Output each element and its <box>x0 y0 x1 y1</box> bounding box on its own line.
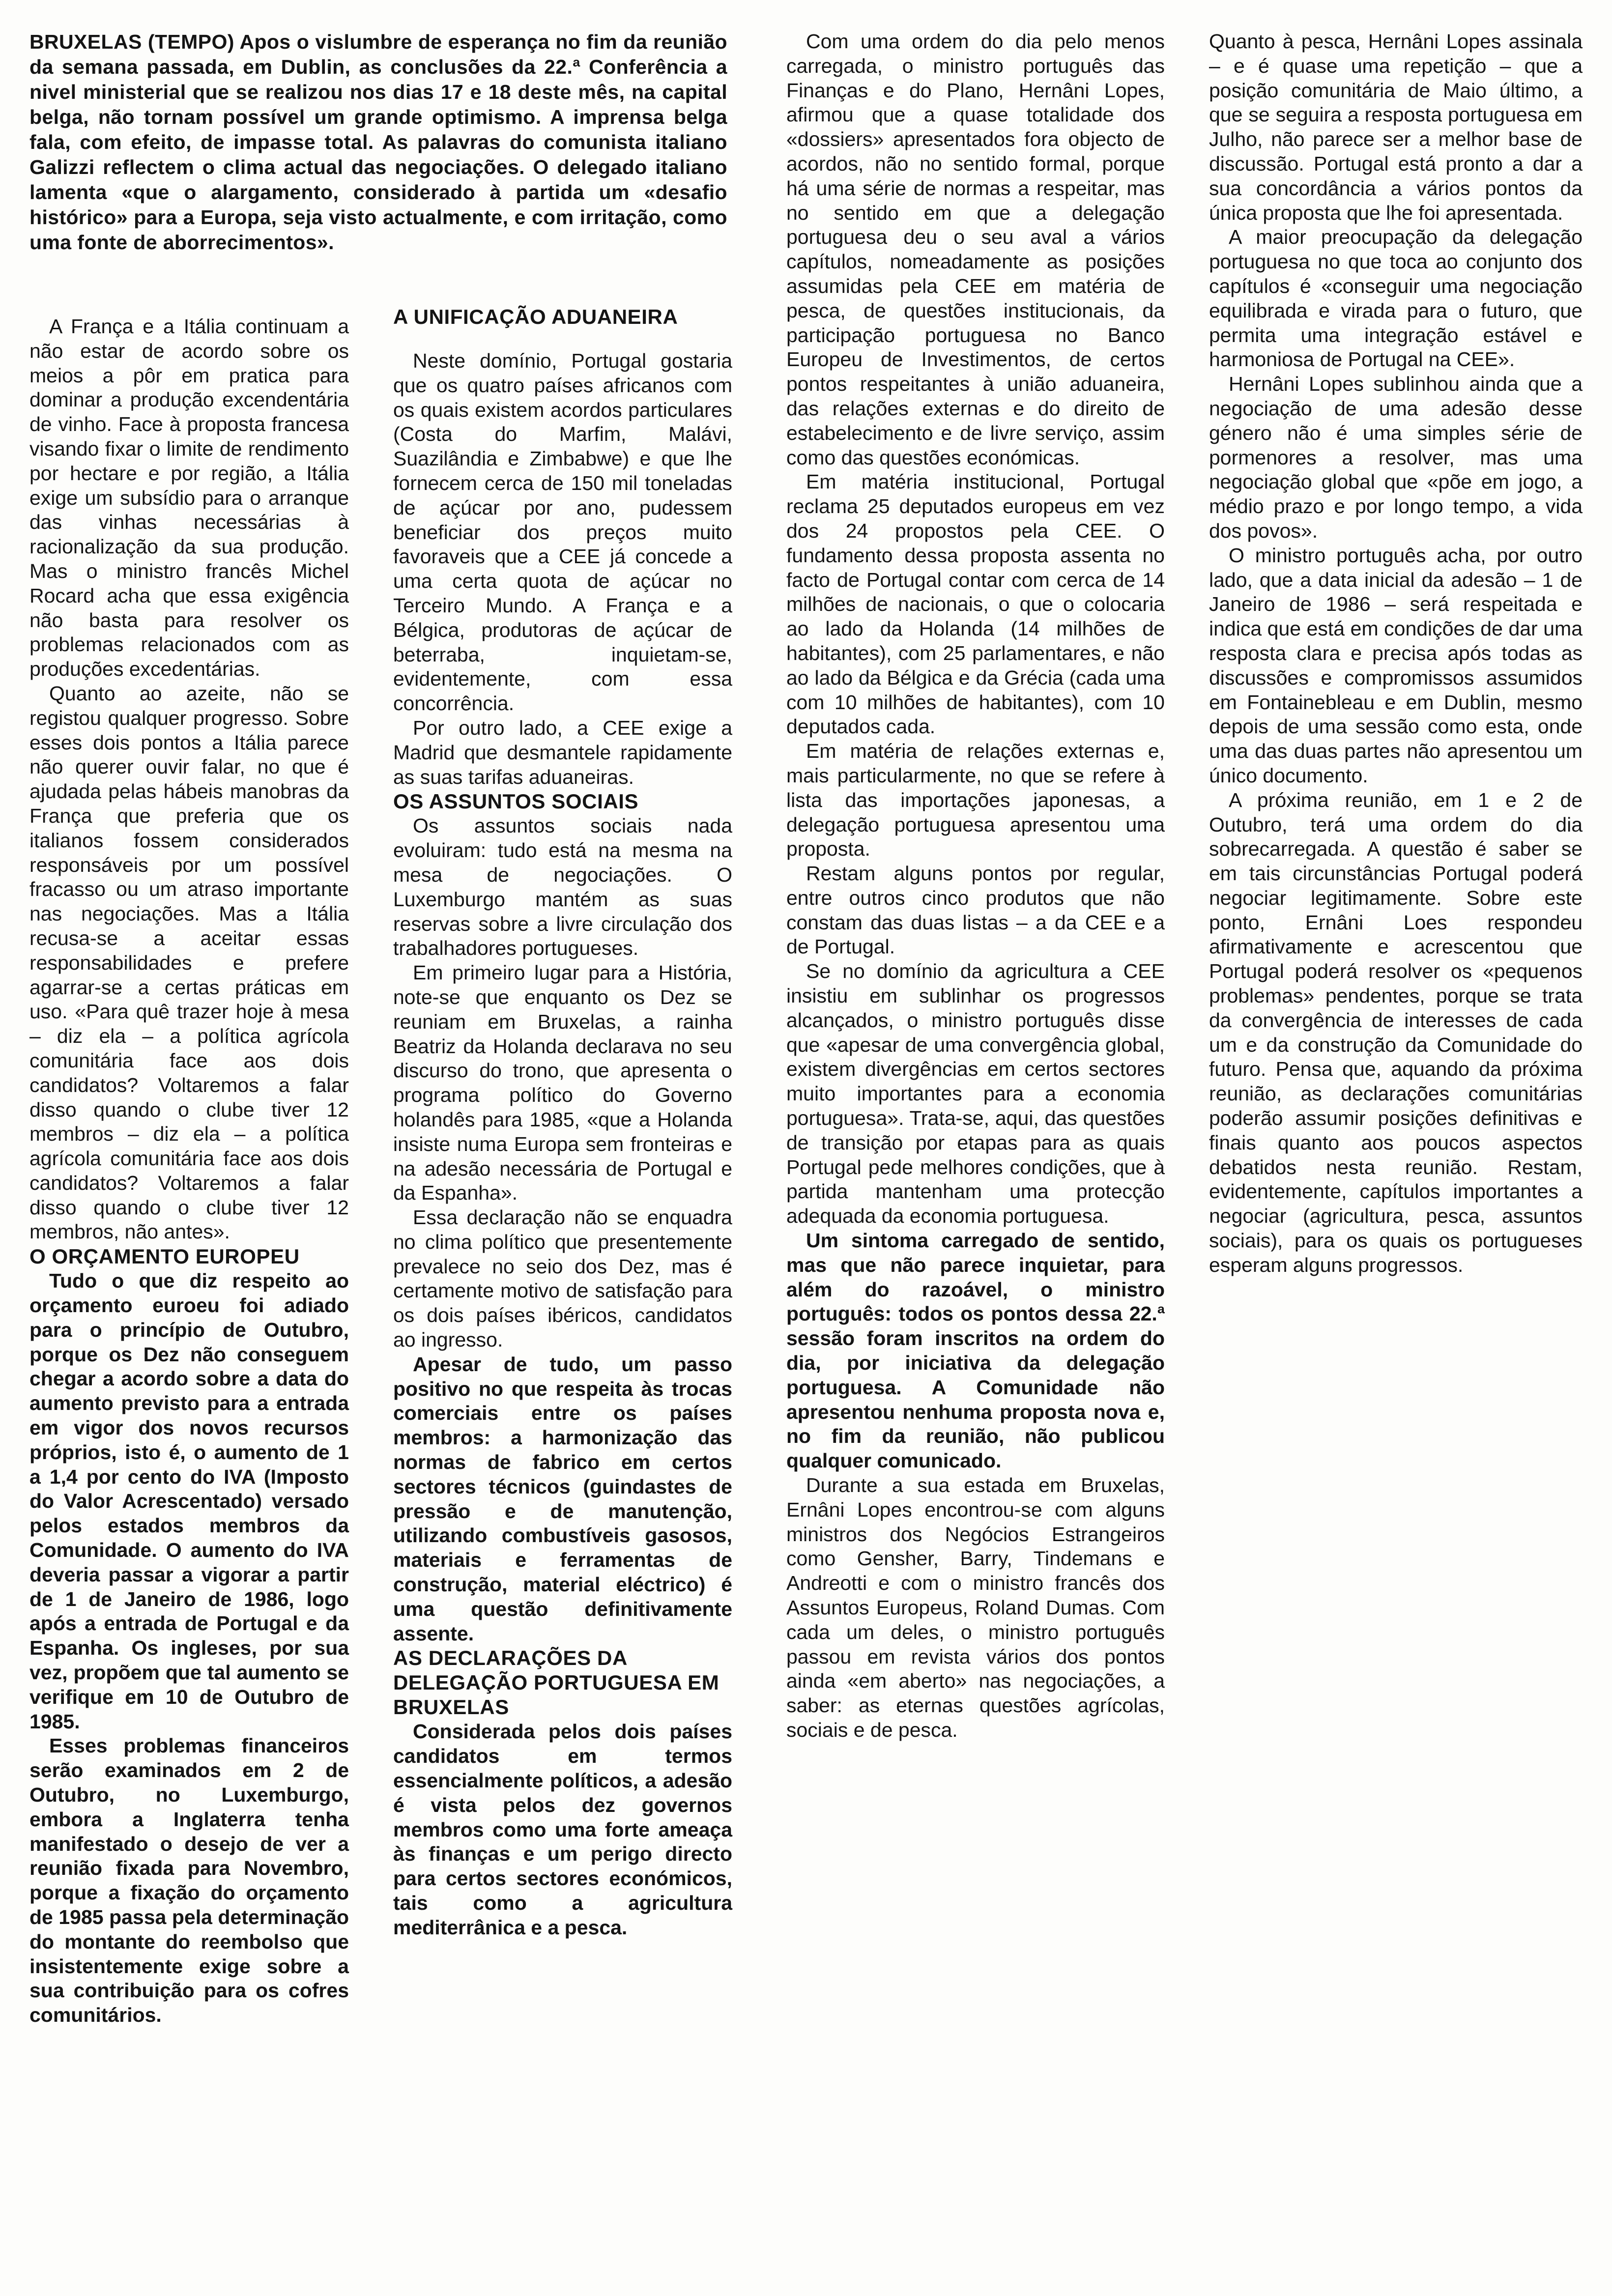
paragraph: O ministro português acha, por outro lado, que a data inicial da adesão – 1 de Janeiro de 1986 – será respeitada e indica que está em condições de dar uma resposta clara e precisa após todas as discussões e compromissos assumidos em Fontainebleau e em Dublin, mesmo depois de uma sessão como esta, onde uma das duas partes não apresentou um único documento. <box>1209 544 1583 787</box>
section-heading: AS DECLARAÇÕES DA DELEGAÇÃO PORTUGUESA EM BRUXELAS <box>393 1646 720 1719</box>
section-heading: O ORÇAMENTO EUROPEU <box>29 1245 300 1268</box>
paragraph: A França e a Itália continuam a não estar de acordo sobre os meios a pôr em pratica para dominar a produção excendentária de vinho. Face à proposta francesa visando fixar o limite de rendimento por hectare e por região, a Itália exige um subsídio para o arranque das vinhas necessárias à racionalização da sua produção. Mas o ministro francês Michel Rocard acha que essa exigência não basta para resolver os problemas relacionados com as produções excedentárias. <box>29 315 349 681</box>
column-2 <box>393 305 732 1940</box>
paragraph: Os assuntos sociais nada evoluiram: tudo está na mesma na mesa de negociações. O Luxemburgo mantém as suas reservas sobre a livre circulação dos trabalhadores portugueses. <box>393 814 732 960</box>
section-heading: OS ASSUNTOS SOCIAIS <box>393 790 639 813</box>
paragraph: Em matéria institucional, Portugal reclama 25 deputados europeus em vez dos 24 propostos pela CEE. O fundamento dessa proposta assenta no facto de Portugal contar com cerca de 14 milhões de nacionais, o que o colocaria ao lado da Holanda (14 milhões de habitantes), com 25 parlamentares, e não ao lado da Bélgica e da Grécia (cada uma com 10 milhões de habitantes), com 10 deputados cada. <box>786 470 1165 738</box>
paragraph: Neste domínio, Portugal gostaria que os quatro países africanos com os quais existem acordos particulares (Costa do Marfim, Malávi, Suazilândia e Zimbabwe) e que lhe fornecem cerca de 150 mil toneladas de açúcar por ano, pudessem beneficiar dos preços muito favoraveis que a CEE já concede a uma certa quota de açúcar no Terceiro Mundo. A França e a Bélgica, produtoras de açúcar de beterraba, inquietam-se, evidentemente, com essa concorrência. <box>393 349 732 715</box>
spacer <box>393 329 732 349</box>
column-3 <box>786 29 1165 1743</box>
paragraph: Quanto ao azeite, não se registou qualquer progresso. Sobre esses dois pontos a Itália parece não querer ouvir falar, no que é ajudada pelas hábeis manobras da França que preferia que os italianos fossem considerados responsáveis por um possível fracasso ou um atraso importante nas negociações. Mas a Itália recusa-se a aceitar essas responsabilidades e prefere agarrar-se a certas práticas em uso. «Para quê trazer hoje à mesa – diz ela – a política agrícola comunitária face aos dois candidatos? Voltaremos a falar disso quando o clube tiver 12 membros – diz ela – a política agrícola comunitária face aos dois candidatos? Voltaremos a falar disso quando o clube tiver 12 membros, não antes». <box>29 682 349 1243</box>
paragraph: A maior preocupação da delegação portuguesa no que toca ao conjunto dos capítulos é «conseguir uma negociação equilibrada e virada para o futuro, que permita uma integração estável e harmoniosa de Portugal na CEE». <box>1209 226 1583 371</box>
paragraph: Em matéria de relações externas e, mais particularmente, no que se refere à lista das importações japonesas, a delegação portuguesa apresentou uma proposta. <box>786 740 1165 861</box>
paragraph: Essa declaração não se enquadra no clima político que presentemente prevalece no seio dos Dez, mas é certamente motivo de satisfação para os dois países ibéricos, candidatos ao ingresso. <box>393 1206 732 1351</box>
paragraph: Com uma ordem do dia pelo menos carregada, o ministro português das Finanças e do Plano, Hernâni Lopes, afirmou que a quase totalidade dos «dossiers» apresentados fora objecto de acordos, não no sentido formal, porque há uma série de normas a respeitar, mas no sentido em que a delegação portuguesa deu o seu aval a vários capítulos, nomeadamente as posições assumidas pela CEE em matéria de pesca, de questões institucionais, da participação portuguesa no Banco Europeu de Investimentos, de certos pontos respeitantes à união aduaneira, das relações externas e do direito de estabelecimento e de livre serviço, assim como das questões económicas. <box>786 30 1165 469</box>
paragraph: Restam alguns pontos por regular, entre outros cinco produtos que não constam das duas listas – a da CEE e a de Portugal. <box>786 862 1165 958</box>
paragraph: Se no domínio da agricultura a CEE insistiu em sublinhar os progressos alcançados, o ministro português disse que «apesar de uma convergência global, existem divergências em certos sectores muito importantes para a economia portuguesa». Trata-se, aqui, das questões de transição por etapas para as quais Portugal pede melhores condições, que à partida mantenham uma protecção adequada da economia portuguesa. <box>786 960 1165 1228</box>
paragraph: Por outro lado, a CEE exige a Madrid que desmantele rapidamente as suas tarifas aduaneiras. <box>393 716 732 788</box>
paragraph: Hernâni Lopes sublinhou ainda que a negociação de uma adesão desse género não é uma simples série de pormenores a resolver, mas uma negociação global que «põe em jogo, a médio prazo e por longo tempo, a vida dos povos». <box>1209 373 1583 542</box>
paragraph: Apesar de tudo, um passo positivo no que respeita às trocas comerciais entre os países membros: a harmonização das normas de fabrico em certos sectores técnicos (guindastes de pressão e de manutenção, utilizando combustíveis gasosos, materiais e ferramentas de construção, material eléctrico) é uma questão definitivamente assente. <box>393 1352 732 1645</box>
section-heading: A UNIFICAÇÃO ADUANEIRA <box>393 305 678 328</box>
paragraph: Quanto à pesca, Hernâni Lopes assinala – e é quase uma repetição – que a posição comunitária de Maio último, a que se seguira a resposta portuguesa em Julho, não parece ser a melhor base de discussão. Portugal está pronto a dar a sua concordância a vários pontos da única proposta que lhe foi apresentada. <box>1209 30 1583 224</box>
column-4 <box>1209 29 1583 1278</box>
paragraph: Em primeiro lugar para a História, note-se que enquanto os Dez se reuniam em Bruxelas, a rainha Beatriz da Holanda declarava no seu discurso do trono, que apresenta o programa político do Governo holandês para 1985, «que a Holanda insiste numa Europa sem fronteiras e na adesão necessária de Portugal e da Espanha». <box>393 961 732 1205</box>
paragraph: Um sintoma carregado de sentido, mas que não parece inquietar, para além do razoável, o ministro português: todos os pontos dessa 22.ª sessão foram inscritos na ordem do dia, por iniciativa da delegação portuguesa. A Comunidade não apresentou nenhuma proposta nova e, no fim da reunião, não publicou qualquer comunicado. <box>786 1229 1165 1472</box>
paragraph: Tudo o que diz respeito ao orçamento euroeu foi adiado para o princípio de Outubro, porque os Dez não conseguem chegar a acordo sobre a data do aumento previsto para a entrada em vigor dos novos recursos próprios, isto é, o aumento de 1 a 1,4 por cento do IVA (Imposto do Valor Acrescentado) versado pelos estados membros da Comunidade. O aumento do IVA deveria passar a vigorar a partir de 1 de Janeiro de 1986, logo após a entrada de Portugal e da Espanha. Os ingleses, por sua vez, propõem que tal aumento se verifique em 10 de Outubro de 1985. <box>29 1269 349 1733</box>
paragraph: Durante a sua estada em Bruxelas, Ernâni Lopes encontrou-se com alguns ministros dos Negócios Estrangeiros como Gensher, Barry, Tindemans e Andreotti e com o ministro francês dos Assuntos Europeus, Roland Dumas. Com cada um deles, o ministro português passou em revista vários dos pontos ainda «em aberto» nas negociações, a saber: as eternas questões agrícolas, sociais e de pesca. <box>786 1474 1165 1741</box>
paragraph: Considerada pelos dois países candidatos em termos essencialmente políticos, a adesão é vista pelos dez governos membros como uma forte ameaça às finanças e um perigo directo para certos sectores económicos, tais como a agricultura mediterrânica e a pesca. <box>393 1720 732 1939</box>
article-lead: BRUXELAS (TEMPO) Apos o vislumbre de esperança no fim da reunião da semana passada, em Dublin, as conclusões da 22.ª Conferência a nivel ministerial que se realizou nos dias 17 e 18 deste mês, na capital belga, não tornam possível um grande optimismo. A imprensa belga fala, com efeito, de impasse total. As palavras do comunista italiano Galizzi reflectem o clima actual das negociações. O delegado italiano lamenta «que o alargamento, considerado à partida um «desafio histórico» para a Europa, seja visto actualmente, e com irritação, como uma fonte de aborrecimentos». <box>29 30 727 254</box>
paragraph: A próxima reunião, em 1 e 2 de Outubro, terá uma ordem do dia sobrecarregada. A questão é saber se em tais circunstâncias Portugal poderá negociar legitimamente. Sobre este ponto, Ernâni Loes respondeu afirmativamente e acrescentou que Portugal poderá resolver os «pequenos problemas» pendentes, porque se trata da convergência de interesses de cada um e da construção da Comunidade do futuro. Pensa que, aquando da próxima reunião, as declarações comunitárias poderão assumir posições definitivas e finais quanto aos poucos aspectos debatidos nesta reunião. Restam, evidentemente, capítulos importantes a negociar (agricultura, pesca, assuntos sociais), para os quais os portugueses esperam alguns progressos. <box>1209 788 1583 1276</box>
column-1 <box>29 315 349 2028</box>
paragraph: Esses problemas financeiros serão examinados em 2 de Outubro, no Luxemburgo, embora a Inglaterra tenha manifestado o desejo de ver a reunião fixada para Novembro, porque a fixação do orçamento de 1985 passa pela determinação do montante do reembolso que insistentemente exige sobre a sua contribuição para os cofres comunitários. <box>29 1734 349 2027</box>
